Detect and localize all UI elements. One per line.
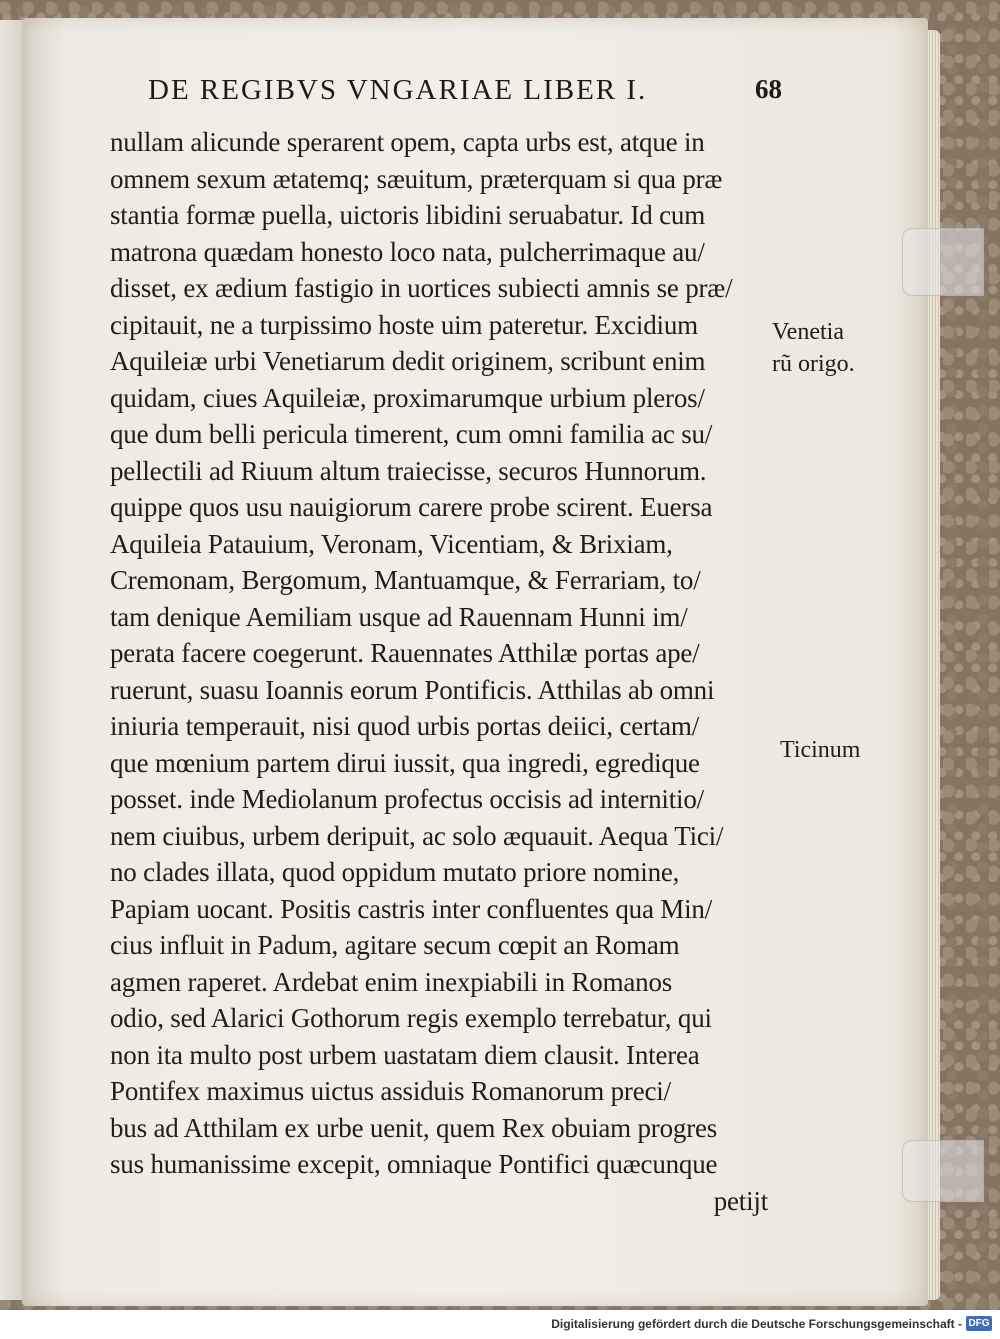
text-line: disset, ex ædium fastigio in uortices subiecti amnis se præ/: [110, 273, 733, 303]
text-line: quidam, ciues Aquileiæ, proximarumque urbium pleros/: [110, 382, 705, 413]
catchword: petijt: [713, 1185, 768, 1216]
text-line: Pontifex maximus uictus assiduis Romanorum preci/: [110, 1076, 671, 1106]
text-line: nullam alicunde sperarent opem, capta urbs est, atque in: [110, 127, 705, 157]
text-line: que dum belli pericula timerent, cum omni familia ac su/: [110, 419, 713, 449]
text-line: pellectili ad Riuum altum traiecisse, securos Hunnorum.: [110, 455, 707, 486]
page-number: 68: [755, 74, 782, 104]
text-line: iniuria temperauit, nisi quod urbis portas deiici, certam/: [110, 711, 699, 741]
text-line: agmen raperet. Ardebat enim inexpiabili in Romanos: [110, 966, 673, 997]
text-line: sus humanissime excepit, omniaque Pontifici quæcunque: [110, 1149, 718, 1179]
scan-clip-bottom: [902, 1140, 984, 1202]
text-line: cipitauit, ne a turpissimo hoste uim pateretur. Excidium: [110, 309, 698, 340]
running-head: DE REGIBVS VNGARIAE LIBER I.: [148, 74, 648, 106]
marginal-note-ticinum: Ticinum: [780, 737, 861, 763]
dfg-logo: DFG: [966, 1316, 992, 1331]
text-line: Aquileia Patauium, Veronam, Vicentiam, & Brixiam,: [110, 528, 673, 559]
marginal-note-line: rũ origo.: [772, 351, 855, 377]
funding-credit: Digitalisierung gefördert durch die Deutsche Forschungsgemeinschaft -: [551, 1317, 962, 1331]
text-line: perata facere coegerunt. Rauennates Atthilæ portas ape/: [110, 638, 700, 668]
text-line: tam denique Aemiliam usque ad Rauennam Hunni im/: [110, 601, 688, 632]
text-line: que mœnium partem dirui iussit, qua ingredi, egredique: [110, 747, 700, 778]
text-line: omnem sexum ætatemq; sæuitum, præterquam si qua præ: [110, 163, 723, 194]
scan-clip-top: [902, 228, 984, 296]
text-line: nem ciuibus, urbem deripuit, ac solo æquauit. Aequa Tici/: [110, 820, 724, 851]
text-line: Cremonam, Bergomum, Mantuamque, & Ferrariam, to/: [110, 565, 701, 595]
footer-bar: [0, 1310, 1000, 1339]
text-line: Aquileiæ urbi Venetiarum dedit originem, scribunt enim: [110, 346, 706, 376]
text-line: ruerunt, suasu Ioannis eorum Pontificis. Atthilas ab omni: [110, 674, 715, 705]
marginal-note-venetia: [772, 316, 855, 380]
text-line: odio, sed Alarici Gothorum regis exemplo terrebatur, qui: [110, 1003, 712, 1033]
text-line: bus ad Atthilam ex urbe uenit, quem Rex obuiam progres: [110, 1112, 718, 1143]
text-line: matrona quædam honesto loco nata, pulcherrimaque au/: [110, 236, 705, 267]
text-line: Papiam uocant. Positis castris inter confluentes qua Min/: [110, 893, 712, 924]
main-text-block: [110, 124, 770, 1219]
text-line: no clades illata, quod oppidum mutato priore nomine,: [110, 857, 680, 887]
text-line: posset. inde Mediolanum profectus occisis ad internitio/: [110, 784, 704, 814]
text-line: stantia formæ puella, uictoris libidini seruabatur. Id cum: [110, 200, 706, 230]
marginal-note-line: Venetia: [772, 319, 844, 345]
text-line: quippe quos usu nauigiorum carere probe scirent. Euersa: [110, 492, 713, 522]
text-line: non ita multo post urbem uastatam diem clausit. Interea: [110, 1039, 700, 1070]
text-line: cius influit in Padum, agitare secum cœpit an Romam: [110, 930, 680, 960]
